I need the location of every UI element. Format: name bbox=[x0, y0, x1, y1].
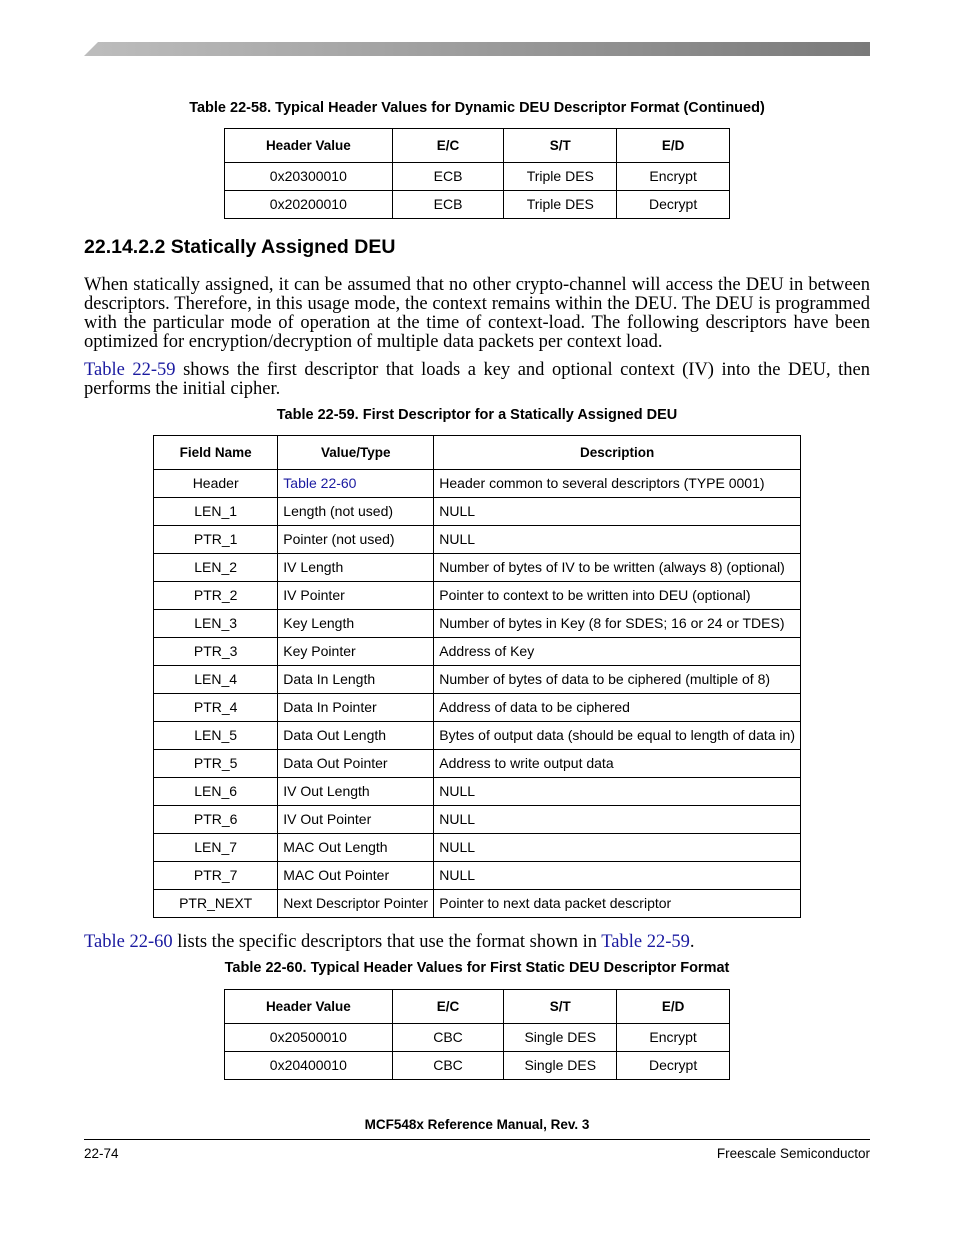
table-59 bbox=[153, 435, 801, 918]
table-cell: LEN_1 bbox=[154, 498, 278, 526]
table-cell: IV Out Length bbox=[278, 778, 434, 806]
page-number: 22-74 bbox=[84, 1146, 119, 1161]
footer-divider bbox=[84, 1139, 870, 1140]
table-row bbox=[154, 806, 801, 834]
table-cell: PTR_1 bbox=[154, 526, 278, 554]
table-cell: IV Length bbox=[278, 554, 434, 582]
table-row bbox=[154, 582, 801, 610]
table-row bbox=[225, 163, 730, 191]
column-header: Value/Type bbox=[278, 436, 434, 470]
table-cell: PTR_7 bbox=[154, 862, 278, 890]
section-heading: 22.14.2.2 Statically Assigned DEU bbox=[84, 236, 396, 258]
table-cell: Decrypt bbox=[617, 191, 730, 219]
paragraph-3 bbox=[84, 933, 870, 952]
table-row bbox=[154, 470, 801, 498]
column-header: E/C bbox=[392, 990, 504, 1024]
column-header: Header Value bbox=[225, 990, 393, 1024]
table-cell: Header bbox=[154, 470, 278, 498]
table-cell: MAC Out Pointer bbox=[278, 862, 434, 890]
footer-title: MCF548x Reference Manual, Rev. 3 bbox=[364, 1117, 590, 1132]
table-cell: IV Pointer bbox=[278, 582, 434, 610]
table-cell: ECB bbox=[392, 191, 504, 219]
table-cell: Header common to several descriptors (TYPE 0001) bbox=[434, 470, 801, 498]
table-cell: Pointer (not used) bbox=[278, 526, 434, 554]
column-header: Description bbox=[434, 436, 801, 470]
table-cell: NULL bbox=[434, 862, 801, 890]
table-cell: 0x20400010 bbox=[225, 1052, 393, 1080]
table-cell: PTR_5 bbox=[154, 750, 278, 778]
table-cell: Triple DES bbox=[504, 163, 617, 191]
column-header: Field Name bbox=[154, 436, 278, 470]
table-row bbox=[154, 862, 801, 890]
table-row bbox=[225, 1024, 730, 1052]
table-row bbox=[154, 778, 801, 806]
table-row bbox=[154, 694, 801, 722]
company-name: Freescale Semiconductor bbox=[716, 1146, 870, 1161]
table-cell: Single DES bbox=[504, 1052, 617, 1080]
table-row bbox=[154, 498, 801, 526]
table-cell: Decrypt bbox=[617, 1052, 730, 1080]
table-cell: LEN_2 bbox=[154, 554, 278, 582]
table-row bbox=[154, 750, 801, 778]
table-cell: CBC bbox=[392, 1052, 504, 1080]
table-cell: Number of bytes in Key (8 for SDES; 16 or 24 or TDES) bbox=[434, 610, 801, 638]
table-cell: Encrypt bbox=[617, 1024, 730, 1052]
table-cell[interactable]: Table 22-60 bbox=[278, 470, 434, 498]
table-row bbox=[154, 554, 801, 582]
table-cell: Number of bytes of IV to be written (always 8) (optional) bbox=[434, 554, 801, 582]
table-header-row bbox=[154, 436, 801, 470]
table-58 bbox=[224, 128, 730, 219]
table-cell: Key Length bbox=[278, 610, 434, 638]
paragraph-3-text: lists the specific descriptors that use the format shown in bbox=[172, 932, 602, 952]
table-row bbox=[225, 191, 730, 219]
paragraph-2-text: shows the first descriptor that loads a key and optional context (IV) into the DEU, then performs the initial cipher. bbox=[84, 360, 870, 399]
table-cell: Data In Length bbox=[278, 666, 434, 694]
table-60 bbox=[224, 989, 730, 1080]
table-cell: PTR_6 bbox=[154, 806, 278, 834]
table-row bbox=[154, 666, 801, 694]
table-row bbox=[154, 610, 801, 638]
table-22-59-link[interactable]: Table 22-59 bbox=[84, 360, 176, 380]
table-60-caption: Table 22-60. Typical Header Values for First Static DEU Descriptor Format bbox=[224, 960, 730, 976]
table-cell: LEN_5 bbox=[154, 722, 278, 750]
header-bar bbox=[84, 42, 870, 56]
table-cell: NULL bbox=[434, 526, 801, 554]
column-header: E/C bbox=[392, 129, 504, 163]
table-cell: Address of Key bbox=[434, 638, 801, 666]
table-cell: 0x20200010 bbox=[225, 191, 393, 219]
table-row bbox=[225, 1052, 730, 1080]
paragraph-1: When statically assigned, it can be assumed that no other crypto-channel will access the DEU in between descriptors. Therefore, in this usage mode, the context remains within the DEU. The DEU is programmed with the particular mode of operation at the time of context-load. The following descriptors have been optimized for encryption/decryption of multiple data packets per context load. bbox=[84, 275, 870, 352]
table-cell: Pointer to context to be written into DEU (optional) bbox=[434, 582, 801, 610]
table-cell: LEN_7 bbox=[154, 834, 278, 862]
table-cell: Length (not used) bbox=[278, 498, 434, 526]
table-cell: 0x20300010 bbox=[225, 163, 393, 191]
table-row bbox=[154, 526, 801, 554]
table-cell: LEN_4 bbox=[154, 666, 278, 694]
table-cell: Bytes of output data (should be equal to length of data in) bbox=[434, 722, 801, 750]
table-cell: NULL bbox=[434, 778, 801, 806]
table-cell: 0x20500010 bbox=[225, 1024, 393, 1052]
table-cell: LEN_3 bbox=[154, 610, 278, 638]
table-cell: Address to write output data bbox=[434, 750, 801, 778]
table-cell: Data Out Length bbox=[278, 722, 434, 750]
column-header: S/T bbox=[504, 990, 617, 1024]
table-row bbox=[154, 722, 801, 750]
table-header-row bbox=[225, 990, 730, 1024]
table-cell: Data Out Pointer bbox=[278, 750, 434, 778]
table-cell: Number of bytes of data to be ciphered (multiple of 8) bbox=[434, 666, 801, 694]
column-header: Header Value bbox=[225, 129, 393, 163]
table-cell: PTR_4 bbox=[154, 694, 278, 722]
table-cell: IV Out Pointer bbox=[278, 806, 434, 834]
table-59-caption: Table 22-59. First Descriptor for a Statically Assigned DEU bbox=[276, 407, 678, 423]
table-cell: Data In Pointer bbox=[278, 694, 434, 722]
table-cell: PTR_NEXT bbox=[154, 890, 278, 918]
table-row bbox=[154, 834, 801, 862]
column-header: E/D bbox=[617, 990, 730, 1024]
paragraph-3-end: . bbox=[689, 932, 695, 952]
table-cell: Pointer to next data packet descriptor bbox=[434, 890, 801, 918]
table-22-60-link[interactable]: Table 22-60 bbox=[84, 932, 173, 952]
table-cell: NULL bbox=[434, 806, 801, 834]
table-58-caption: Table 22-58. Typical Header Values for Dynamic DEU Descriptor Format (Continued) bbox=[189, 100, 765, 116]
table-cell: Key Pointer bbox=[278, 638, 434, 666]
table-cell: Single DES bbox=[504, 1024, 617, 1052]
column-header: E/D bbox=[617, 129, 730, 163]
table-cell: Triple DES bbox=[504, 191, 617, 219]
column-header: S/T bbox=[504, 129, 617, 163]
table-cell: PTR_3 bbox=[154, 638, 278, 666]
table-cell: Address of data to be ciphered bbox=[434, 694, 801, 722]
table-cell: CBC bbox=[392, 1024, 504, 1052]
table-row bbox=[154, 890, 801, 918]
table-header-row bbox=[225, 129, 730, 163]
table-cell: ECB bbox=[392, 163, 504, 191]
table-cell: Next Descriptor Pointer bbox=[278, 890, 434, 918]
table-row bbox=[154, 638, 801, 666]
table-cell: LEN_6 bbox=[154, 778, 278, 806]
table-cell: NULL bbox=[434, 834, 801, 862]
paragraph-2 bbox=[84, 361, 870, 399]
table-cell: Encrypt bbox=[617, 163, 730, 191]
table-cell: PTR_2 bbox=[154, 582, 278, 610]
table-cell: MAC Out Length bbox=[278, 834, 434, 862]
table-22-59-link[interactable]: Table 22-59 bbox=[601, 932, 690, 952]
table-cell: NULL bbox=[434, 498, 801, 526]
